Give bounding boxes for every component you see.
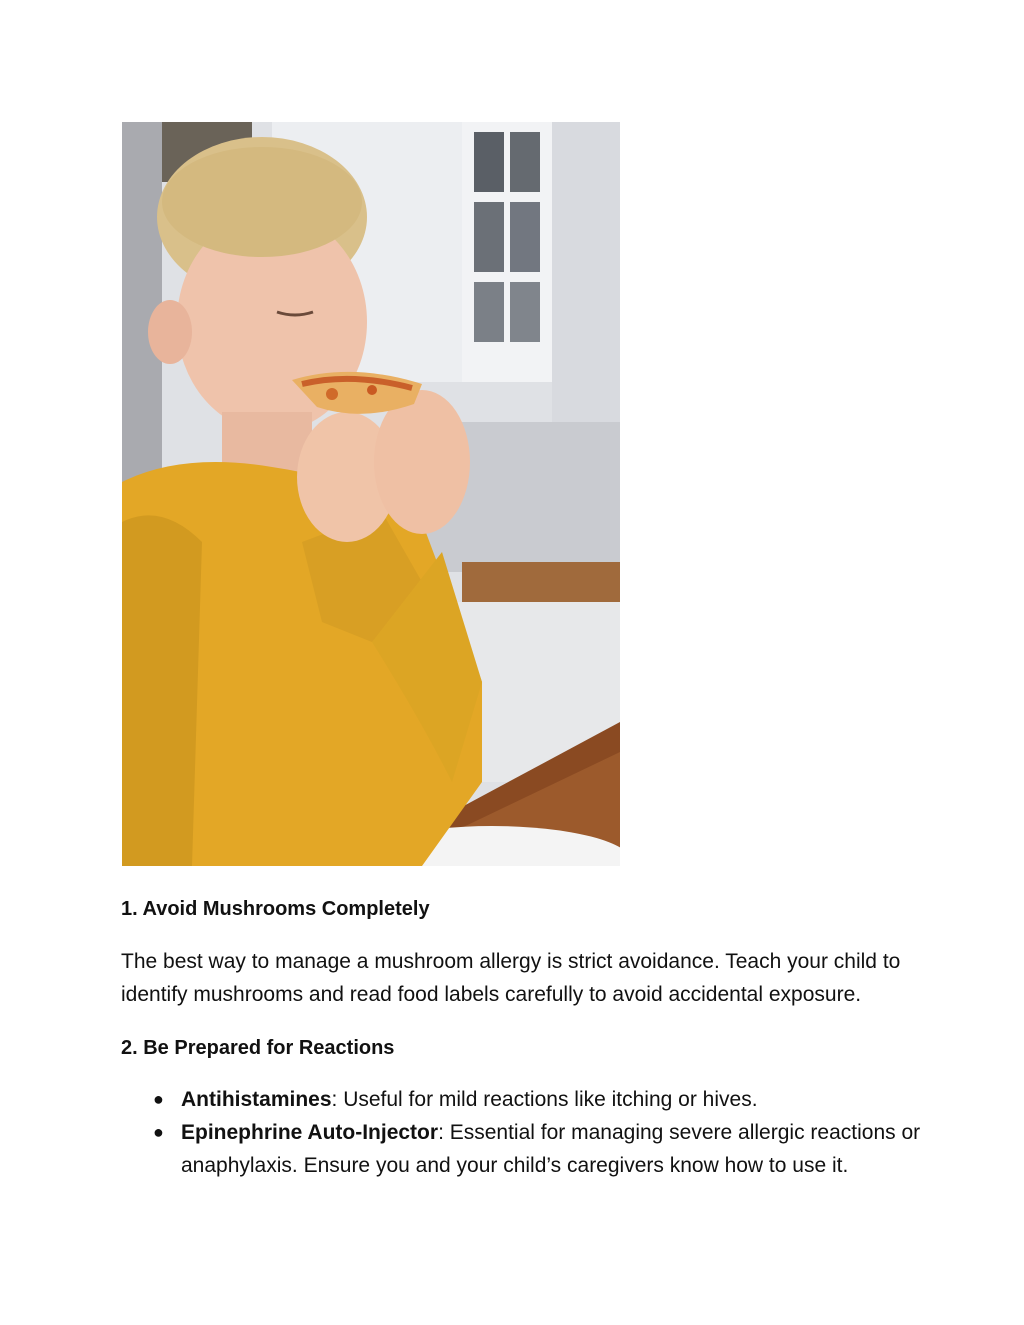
section-heading-avoid-mushrooms: 1. Avoid Mushrooms Completely	[121, 898, 430, 920]
section-paragraph-avoidance: The best way to manage a mushroom allergy is strict avoidance. Teach your child to identify mushrooms and read food labels carefully to avoid accidental exposure.	[121, 950, 901, 1006]
bullet-dot-icon: ●	[153, 1122, 164, 1142]
bullet-term: Antihistamines	[181, 1088, 332, 1111]
section-heading-be-prepared: 2. Be Prepared for Reactions	[121, 1037, 395, 1059]
list-item	[121, 1083, 921, 1116]
bullet-dot-icon: ●	[153, 1089, 164, 1109]
list-item	[121, 1116, 921, 1182]
reactions-bullet-list	[121, 1083, 921, 1182]
bullet-text: : Useful for mild reactions like itching or hives.	[331, 1088, 758, 1111]
child-eating-pizza-photo	[122, 122, 620, 866]
bullet-term: Epinephrine Auto-Injector	[181, 1121, 439, 1144]
bullet-text: : Essential for managing severe allergic reactions or anaphylaxis. Ensure you and your child’s caregivers know how to use it.	[181, 1121, 921, 1177]
